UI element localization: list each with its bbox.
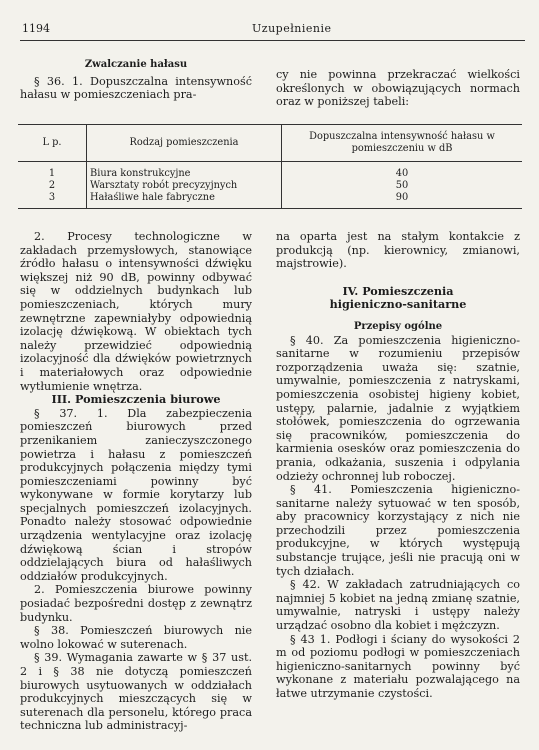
page-header bbox=[22, 22, 523, 40]
paragraph-37-1: § 37. 1. Dla zabezpieczenia pomieszczeń biurowych przed przenikaniem zanieczyszczonego powietrza i hałasu z pomieszczeń produkcyjnych połączenia między tymi pomieszczeniami powinny być wykonywane w formie korytarzy lub specjalnych pomieszczeń izolacyjnych. Ponadto należy stosować odpowiednie urządzenia wentylacyjne oraz izolację dźwiękową ścian i stropów oddzielających biura od hałaśliwych oddziałów produkcyjnych. bbox=[20, 406, 252, 583]
noise-table bbox=[18, 124, 522, 209]
paragraph-39: § 39. Wymagania zawarte w § 37 ust. 2 i § 38 nie dotyczą pomieszczeń biurowych usytuowanych w oddziałach produkcyjnych mieszczących się w suterenach dla personelu, którego praca techniczna lub administracyj- bbox=[20, 651, 252, 733]
page-number: 1194 bbox=[22, 22, 50, 35]
paragraph-36-2: 2. Procesy technologiczne w zakładach przemysłowych, stanowiące źródło hałasu o intensywności dźwięku większej niż 90 dB, powinny odbywać się w oddzielnych budynkach lub pomieszczeniach, których mury zewnętrzne zapewniałyby odpowiednią izolację dźwiękową. W obiektach tych należy przewidzieć odpowiednią izolacyjność dla dźwięków powietrznych i materiałowych oraz odpowiednie wytłumienie wnętrza. bbox=[20, 230, 252, 393]
cell-lp: 2 bbox=[48, 180, 56, 191]
noise-heading: Zwalczanie hałasu bbox=[84, 59, 188, 70]
cell-lp: 3 bbox=[18, 192, 87, 209]
table-header-row bbox=[18, 125, 522, 162]
sub-heading-general: Przepisy ogólne bbox=[353, 320, 443, 332]
cell-db: 50 bbox=[395, 180, 409, 191]
table-row bbox=[18, 180, 522, 192]
cell-lp: 1 bbox=[48, 168, 56, 179]
col-header-room-type: Rodzaj pomieszczenia bbox=[87, 125, 282, 162]
section-heading-office: III. Pomieszczenia biurowe bbox=[51, 392, 221, 407]
table-row bbox=[18, 162, 522, 181]
intro-right bbox=[276, 68, 520, 109]
paragraph-41: § 41. Pomieszczenia higieniczno-sanitarne należy sytuować w ten sposób, aby pracownicy korzystający z nich nie przechodzili przez pomieszczenia produkcyjne, w których występują substancje trujące, jeśli nie pracują oni w tych działach. bbox=[276, 483, 520, 578]
paragraph-38: § 38. Pomieszczeń biurowych nie wolno lokować w suterenach. bbox=[20, 624, 252, 651]
cell-db: 90 bbox=[282, 192, 523, 209]
intro-left bbox=[20, 58, 252, 102]
left-column bbox=[20, 230, 252, 733]
col-header-limit: Dopuszczalna intensywność hałasu w pomieszczeniu w dB bbox=[282, 125, 523, 162]
paragraph-36-cont: cy nie powinna przekraczać wielkości określonych w obowiązujących normach oraz w poniższej tabeli: bbox=[276, 68, 520, 109]
cell-room-type: Warsztaty robót precyzyjnych bbox=[87, 180, 282, 192]
section-heading-sanitary-1: IV. Pomieszczenia bbox=[342, 283, 454, 298]
paragraph-40: § 40. Za pomieszczenia higieniczno-sanitarne w rozumieniu przepisów rozporządzenia uważa się: szatnie, umywalnie, pomieszczenia z natryskami, pomieszczenia osobistej higieny kobiet, ustępy, palarnie, jadalnie z wyjątkiem stołówek, pomieszczenia do ogrzewania się pracowników, pomieszczenia do karmienia osesków oraz pomieszczenia do prania, odkażania, suszenia i odpylania odzieży ochronnej lub roboczej. bbox=[276, 333, 520, 483]
cell-db: 40 bbox=[395, 168, 409, 179]
paragraph-42: § 42. W zakładach zatrudniających co najmniej 5 kobiet na jedną zmianę szatnie, umywalnie, natryski i ustępy należy urządzać osobno dla kobiet i mężczyzn. bbox=[276, 578, 520, 633]
paragraph-36: § 36. 1. Dopuszczalna intensywność hałasu w pomieszczeniach pra- bbox=[20, 74, 252, 102]
running-title: Uzupełnienie bbox=[252, 22, 332, 35]
cell-room-type: Biura konstrukcyjne bbox=[87, 162, 282, 181]
right-column bbox=[276, 230, 520, 701]
table-row bbox=[18, 192, 522, 209]
col-header-lp: L p. bbox=[18, 125, 87, 162]
paragraph-39-cont: na oparta jest na stałym kontakcie z produkcją (np. kierownicy, zmianowi, majstrowie). bbox=[276, 230, 520, 271]
paragraph-37-2: 2. Pomieszczenia biurowe powinny posiadać bezpośredni dostęp z zewnątrz budynku. bbox=[20, 583, 252, 624]
header-rule bbox=[20, 40, 525, 41]
section-heading-sanitary-2: higieniczno-sanitarne bbox=[329, 297, 467, 312]
cell-room-type: Hałaśliwe hale fabryczne bbox=[87, 192, 282, 209]
paragraph-43: § 43 1. Podłogi i ściany do wysokości 2 m od poziomu podłogi w pomieszczeniach higieniczno-sanitarnych powinny być wykonane z materiału pozwalającego na łatwe utrzymanie czystości. bbox=[276, 632, 520, 700]
